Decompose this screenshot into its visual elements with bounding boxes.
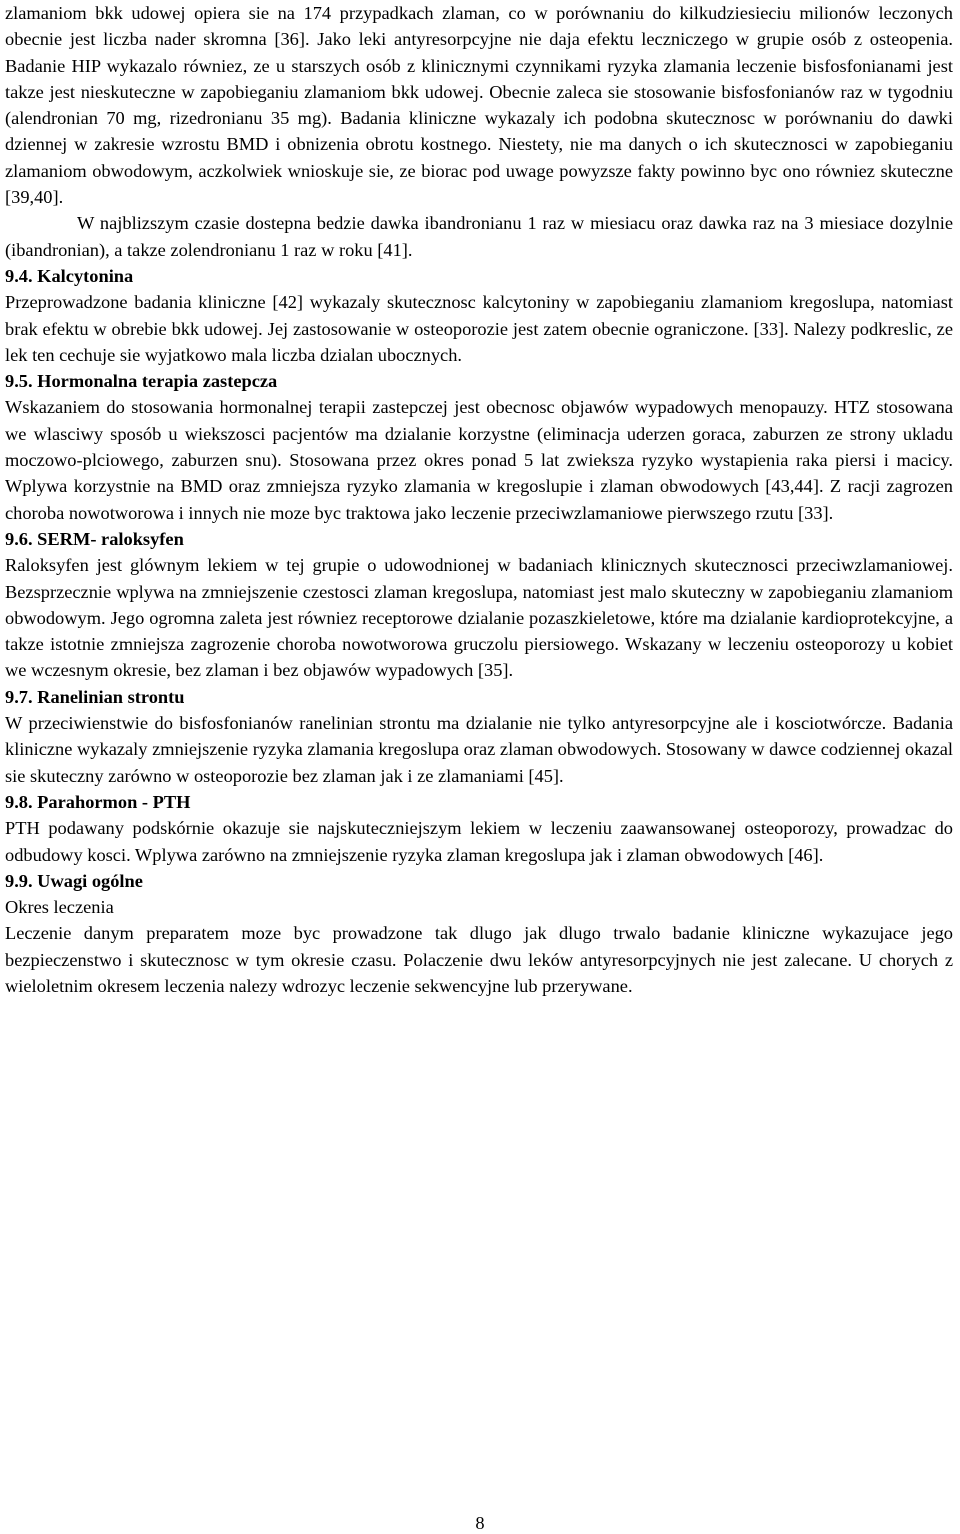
section-heading-pth: 9.8. Parahormon - PTH	[5, 791, 191, 812]
section-body-ranelinian: W przeciwienstwie do bisfosfonianów ranelinian strontu ma dzialanie nie tylko antyresorpcyjne ale i kosciotwórcze. Badania kliniczne wykazaly zmniejszenie ryzyka zlamania kregoslupa oraz zlaman obwodowych. Stosowany w dawce codziennej okazal sie skuteczny zarówno w osteoporozie bez zlaman jak i ze zlamaniami [45].	[5, 713, 953, 786]
section-body-htz: Wskazaniem do stosowania hormonalnej terapii zastepczej jest obecnosc objawów wypadowych menopauzy. HTZ stosowana we wlasciwy sposób u wiekszosci pacjentów ma dzialanie korzystne (eliminacja uderzen goraca, zaburzen ze strony ukladu moczowo-plciowego, zaburzen snu). Stosowana przez okres ponad 5 lat zwieksza ryzyko wystapienia raka piersi i macicy. Wplywa korzystnie na BMD oraz zmniejsza ryzyko zlamania w kregoslupie i zlaman obwodowych [43,44]. Z racji zagrozen choroba nowotworowa i innych nie moze byc traktowa jako leczenie przeciwzlamaniowe pierwszego rzutu [33].	[5, 397, 953, 523]
section-body-pth: PTH podawany podskórnie okazuje sie najskuteczniejszym lekiem w leczeniu zaawansowanej osteoporozy, prowadzac do odbudowy kosci. Wplywa zarówno na zmniejszenie ryzyka zlaman kregoslupa jak i zlaman obwodowych [46].	[5, 818, 953, 865]
section-heading-serm: 9.6. SERM- raloksyfen	[5, 528, 184, 549]
section-body-serm: Raloksyfen jest glównym lekiem w tej grupie o udowodnionej w badaniach klinicznych skutecznosci przeciwzlamaniowej. Bezsprzecznie wplywa na zmniejszenie czestosci zlaman kregoslupa, natomiast jest malo skuteczny w zapobieganiu zlamaniom obwodowym. Jego ogromna zaleta jest równiez receptorowe dzialanie pozaszkieletowe, które ma dzialanie kardioprotekcyjne, a takze istotnie zmniejsza zagrozenie choroba nowotworowa gruczolu piersiowego. Wskazany w leczeniu osteoporozy u kobiet we wczesnym okresie, bez zlaman i bez objawów wypadowych [35].	[5, 555, 953, 681]
section-heading-kalcytonina: 9.4. Kalcytonina	[5, 265, 134, 286]
page-number: 8	[475, 1513, 485, 1533]
subheading-okres-leczenia: Okres leczenia	[5, 897, 114, 918]
section-heading-ranelinian: 9.7. Ranelinian strontu	[5, 686, 185, 707]
document-page	[5, 0, 953, 999]
section-heading-htz: 9.5. Hormonalna terapia zastepcza	[5, 371, 278, 392]
section-heading-uwagi: 9.9. Uwagi ogólne	[5, 870, 143, 891]
paragraph-intro: zlamaniom bkk udowej opiera sie na 174 przypadkach zlaman, co w porównaniu do kilkudziesieciu milionów leczonych obecnie jest liczba nader skromna [36]. Jako leki antyresorpcyjne nie daja efektu leczniczego w grupie osób z osteopenia. Badanie HIP wykazalo równiez, ze u starszych osób z klinicznymi czynnikami ryzyka zlamania leczenie bisfosfonianami jest takze jest nieskuteczne w zapobieganiu zlamaniom bkk udowej. Obecnie zaleca sie stosowanie bisfosfonianów raz w tygodniu (alendronian 70 mg, rizedronianu 35 mg). Badania kliniczne wykazaly ich podobna skutecznosc w porównaniu do dawki dziennej w zakresie wzrostu BMD i obnizenia obrotu kostnego. Niestety, nie ma danych o ich skutecznosci w zapobieganiu zlamaniom obwodowym, aczkolwiek wnioskuje sie, ze biorac pod uwage powyzsze fakty powinno byc ono równiez skuteczne [39,40].	[5, 3, 953, 208]
paragraph-ibandronian: W najblizszym czasie dostepna bedzie dawka ibandronianu 1 raz w miesiacu oraz dawka raz na 3 miesiace dozylnie (ibandronian), a takze zolendronianu 1 raz w roku [41].	[5, 213, 953, 260]
section-body-kalcytonina: Przeprowadzone badania kliniczne [42] wykazaly skutecznosc kalcytoniny w zapobieganiu zlamaniom kregoslupa, natomiast brak efektu w obrebie bkk udowej. Jej zastosowanie w osteoporozie jest zatem obecnie ograniczone. [33]. Nalezy podkreslic, ze lek ten cechuje sie wyjatkowo mala liczba dzialan ubocznych.	[5, 292, 953, 365]
section-body-uwagi: Leczenie danym preparatem moze byc prowadzone tak dlugo jak dlugo trwalo badanie kliniczne wykazujace jego bezpieczenstwo i skutecznosc w tym okresie czasu. Polaczenie dwu leków antyresorpcyjnych nie jest zalecane. U chorych z wieloletnim okresem leczenia nalezy wdrozyc leczenie sekwencyjne lub przerywane.	[5, 923, 953, 996]
